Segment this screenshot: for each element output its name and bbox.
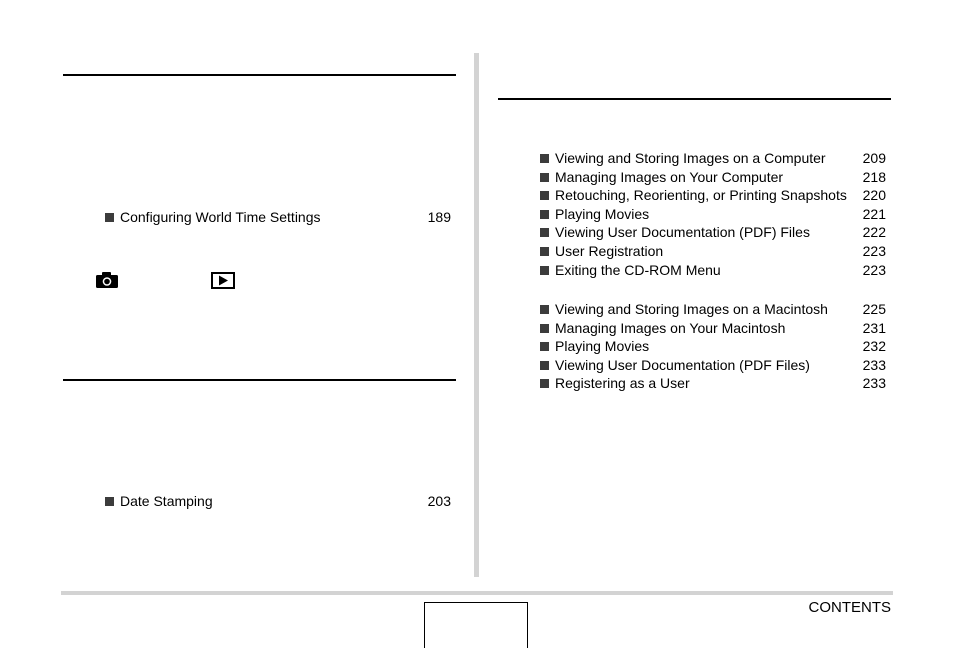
toc-entry-title[interactable]: Viewing User Documentation (PDF Files) — [555, 356, 810, 373]
toc-entry[interactable] — [540, 223, 886, 242]
bullet-square — [540, 247, 549, 256]
toc-entry-title[interactable]: Configuring World Time Settings — [120, 209, 321, 225]
bullet-square — [540, 361, 549, 370]
toc-entry-title[interactable]: Playing Movies — [555, 205, 650, 222]
toc-entry-title[interactable]: Managing Images on Your Computer — [555, 168, 784, 185]
bullet-square — [540, 266, 549, 275]
left-section1-rule — [63, 74, 456, 76]
toc-entry-title[interactable]: Viewing User Documentation (PDF) Files — [555, 224, 810, 241]
toc-entry[interactable] — [540, 242, 886, 261]
toc-entry-title[interactable]: Exiting the CD-ROM Menu — [555, 261, 721, 278]
toc-entry[interactable] — [540, 374, 886, 393]
bullet-square — [540, 305, 549, 314]
page-number-box — [424, 602, 528, 648]
bullet-square — [540, 342, 549, 351]
right-group1-toc — [540, 149, 886, 279]
toc-entry[interactable] — [105, 492, 451, 511]
column-divider — [474, 53, 479, 577]
toc-entry-page[interactable]: 220 — [862, 187, 886, 204]
camera-icon — [95, 271, 119, 294]
toc-entry[interactable] — [540, 168, 886, 187]
contents-link[interactable]: CONTENTS — [808, 599, 891, 616]
left-section1-toc — [105, 208, 451, 227]
toc-entry-title[interactable]: Date Stamping — [120, 493, 213, 509]
toc-entry-title[interactable]: Viewing and Storing Images on a Computer — [555, 150, 826, 166]
toc-entry[interactable] — [540, 337, 886, 356]
toc-entry[interactable] — [540, 261, 886, 280]
right-group2-toc — [540, 300, 886, 393]
bullet-square — [540, 324, 549, 333]
toc-entry-page[interactable]: 189 — [427, 209, 451, 225]
toc-entry-page[interactable]: 209 — [862, 150, 886, 166]
left-section2-toc — [105, 492, 451, 511]
toc-entry[interactable] — [540, 300, 886, 319]
bullet-square — [105, 213, 114, 222]
left-section2-rule — [63, 379, 456, 381]
toc-entry-title[interactable]: Registering as a User — [555, 375, 690, 392]
toc-entry-title[interactable]: User Registration — [555, 242, 664, 259]
toc-entry-title[interactable]: Retouching, Reorienting, or Printing Snapshots — [555, 187, 847, 204]
bullet-square — [540, 379, 549, 388]
bullet-square — [540, 228, 549, 237]
footer-rule — [61, 591, 893, 595]
toc-entry[interactable] — [540, 205, 886, 224]
toc-entry-page[interactable]: 223 — [862, 242, 886, 259]
bullet-square — [540, 191, 549, 200]
bullet-square — [105, 497, 114, 506]
toc-entry-page[interactable]: 225 — [862, 301, 886, 317]
toc-entry-page[interactable]: 223 — [862, 261, 886, 278]
toc-entry-page[interactable]: 231 — [862, 319, 886, 336]
toc-entry[interactable] — [540, 186, 886, 205]
bullet-square — [540, 173, 549, 182]
toc-entry-page[interactable]: 221 — [862, 205, 886, 222]
toc-entry-title[interactable]: Viewing and Storing Images on a Macintosh — [555, 301, 828, 317]
toc-entry-page[interactable]: 233 — [862, 356, 886, 373]
toc-entry-page[interactable]: 203 — [427, 493, 451, 509]
toc-entry[interactable] — [540, 149, 886, 168]
right-section-rule — [498, 98, 891, 100]
toc-entry-page[interactable]: 232 — [862, 338, 886, 355]
toc-entry-title[interactable]: Managing Images on Your Macintosh — [555, 319, 786, 336]
bullet-square — [540, 154, 549, 163]
toc-entry[interactable] — [105, 208, 451, 227]
toc-entry[interactable] — [540, 356, 886, 375]
playback-icon — [211, 272, 235, 294]
toc-entry-page[interactable]: 218 — [862, 168, 886, 185]
toc-entry-title[interactable]: Playing Movies — [555, 338, 650, 355]
toc-entry-page[interactable]: 233 — [862, 375, 886, 392]
toc-entry[interactable] — [540, 319, 886, 338]
bullet-square — [540, 210, 549, 219]
toc-entry-page[interactable]: 222 — [862, 224, 886, 241]
